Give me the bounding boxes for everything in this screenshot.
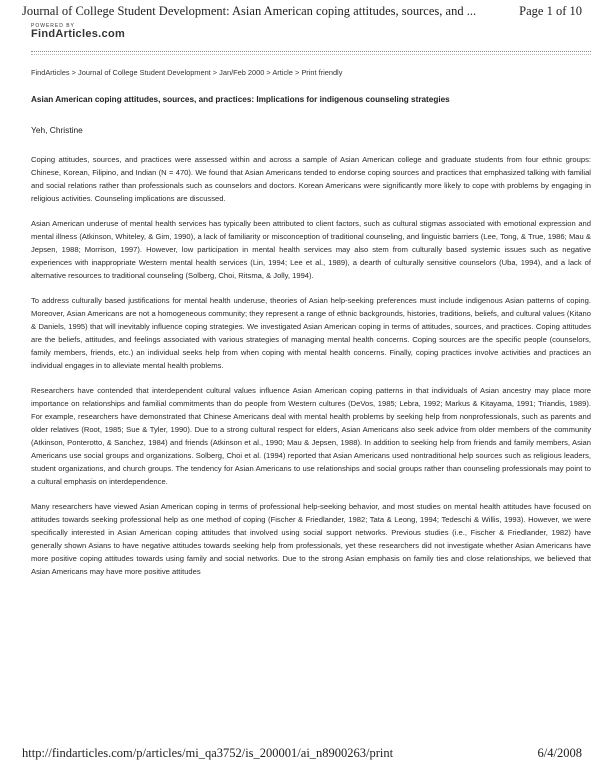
divider <box>31 51 591 52</box>
divider-secondary <box>31 54 591 55</box>
paragraph: To address culturally based justifications for mental health underuse, theories of Asian help-seeking preferences must include indigenous Asian patterns of coping. Moreover, Asian Americans are not a homogeneous community; they represent a range of ethnic backgrounds, histories, traditions, beliefs, and cultural values (Kitano & Daniels, 1995) that will inevitably influence coping strategies. We investigated Asian American coping in terms of attitudes, sources, and practices. Coping attitudes are the beliefs, attitudes, and feelings associated with various strategies of managing mental health concerns. Coping sources are the specific people (counselors, family members, friends, etc.) an individual seeks help from when coping with mental health concerns. Finally, coping practices involve activities and practices an individual engages in to alleviate mental health problems. <box>31 296 591 370</box>
paragraph: Asian American underuse of mental health services has typically been attributed to client factors, such as cultural stigmas associated with emotional expression and mental illness (Atkinson, Whiteley, & Gim, 1990), a lack of familiarity or misconception of traditional counseling, and linguistic barriers (Lee, Tong, & True, 1986; Mau & Jepsen, 1988; Morrison, 1997). However, low participation in mental health services may also stem from culturally based systemic issues such as negative experiences with inappropriate Western mental health services (Lin, 1994; Lee et al., 1989), a dearth of culturally sensitive counselors (Uba, 1994), and a lack of alternative resources to traditional counseling (Solberg, Choi, Ritsma, & Jolly, 1994). <box>31 219 591 280</box>
findarticles-logo[interactable] <box>31 24 125 40</box>
page-number: Page 1 of 10 <box>519 4 582 18</box>
article-body <box>31 95 591 590</box>
breadcrumb[interactable]: FindArticles > Journal of College Student Development > Jan/Feb 2000 > Article > Print friendly <box>31 68 343 77</box>
paragraph: Researchers have contended that interdependent cultural values influence Asian American coping patterns in that individuals of Asian ancestry may place more importance on relationships and familial commitments than do people from Western cultures (DeVos, 1985; Lebra, 1992; Markus & Kitayama, 1991; Triandis, 1989). For example, researchers have demonstrated that Chinese Americans deal with mental health problems by seeking help from nonprofessionals, such as parents and older relatives (Root, 1985; Sue & Tyler, 1990). Due to a strong cultural respect for elders, Asian Americans also seek advice from older members of the community (Atkinson, Ponterotto, & Sanchez, 1984) and friends (Atkinson et al., 1990; Mau & Jepsen, 1988). In addition to seeking help from friends and family members, Asian Americans use social groups and organizations. Solberg, Choi et al. (1994) reported that Asian Americans used nontraditional help sources such as religious leaders, student organizations, and church groups. The tendency for Asian Americans to use relationships and social groups rather than counseling professionals may point to a cultural emphasis on interdependence. <box>31 386 591 486</box>
powered-by-label: POWERED BY <box>31 23 75 29</box>
header-title: Journal of College Student Development: Asian American coping attitudes, sources, and ... <box>22 4 477 18</box>
article-title: Asian American coping attitudes, sources, and practices: Implications for indigenous counseling strategies <box>31 95 450 104</box>
footer-date: 6/4/2008 <box>537 746 582 760</box>
paragraph: Many researchers have viewed Asian American coping in terms of professional help-seeking behavior, and most studies on mental health attitudes have focused on attitudes towards seeking professional help as one method of coping (Fischer & Friedlander, 1982; Tata & Leong, 1994; Tedeschi & Willis, 1993). However, we were specifically interested in Asian American coping attitudes that involved using social support networks. Previous studies (i.e., Fischer & Friedlander, 1982) have generally shown Asians to have negative attitudes towards seeking help from professionals, yet these researchers did not investigate whether Asian Americans have more positive coping attitudes towards using family and social networks. Due to the strong Asian emphasis on family ties and close relationships, we believed that Asian Americans may have more positive attitudes <box>31 502 591 576</box>
footer-url: http://findarticles.com/p/articles/mi_qa3752/is_200001/ai_n8900263/print <box>22 746 394 760</box>
logo-name: FindArticles.com <box>31 28 126 40</box>
print-header <box>22 4 582 19</box>
article-author: Yeh, Christine <box>31 125 83 135</box>
print-footer <box>22 746 582 761</box>
paragraph-abstract: Coping attitudes, sources, and practices were assessed within and across a sample of Asian American college and graduate students from four ethnic groups: Chinese, Korean, Filipino, and Indian (N = 470). We found that Asian Americans tended to endorse coping sources and practices that emphasized talking with familial and social relations rather than professionals such as counselors and doctors. Korean Americans were significantly more likely to cope with problems by engaging in religious activities. Counseling implications are discussed. <box>31 155 591 203</box>
